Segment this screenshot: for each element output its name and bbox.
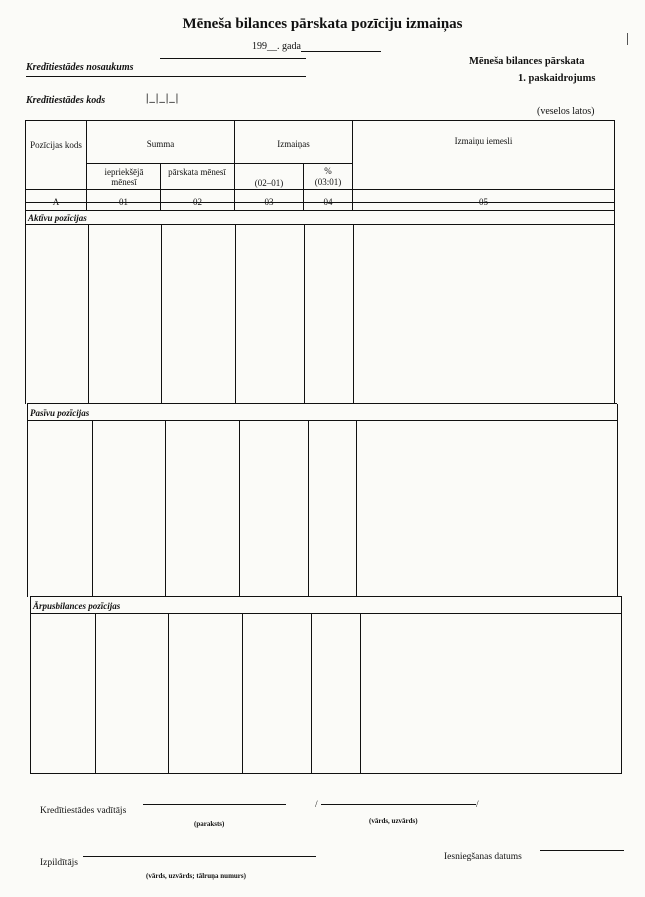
institution-name-field-line2[interactable] — [26, 76, 306, 77]
executor-field[interactable] — [83, 856, 316, 857]
signature-caption: (paraksts) — [194, 820, 225, 828]
head-signature-field[interactable] — [143, 804, 286, 805]
report-name: Mēneša bilances pārskata — [469, 56, 585, 67]
institution-code-boxes[interactable]: |_|_|_| — [146, 92, 180, 104]
section-assets: Aktīvu pozīcijas — [28, 213, 87, 223]
executor-label: Izpildītājs — [40, 858, 78, 868]
institution-name-label: Kredītiestādes nosaukums — [26, 62, 134, 73]
header-change-absolute: (02–01) — [254, 178, 284, 188]
name-caption: (vārds, uzvārds) — [369, 817, 418, 825]
head-name-field[interactable] — [321, 804, 476, 805]
attachment-number: 1. paskaidrojums — [518, 73, 596, 84]
index-cell-a: A — [52, 197, 60, 207]
head-label: Kredītiestādes vadītājs — [40, 806, 127, 816]
index-cell-02: 02 — [193, 197, 202, 207]
year-prefix: 199__. gada — [252, 41, 301, 52]
header-position-code: Pozīcijas kods — [30, 140, 82, 150]
index-cell-03: 03 — [264, 197, 274, 207]
submission-date-field[interactable] — [540, 850, 624, 851]
header-change: Izmaiņas — [277, 139, 310, 149]
report-year-line — [252, 41, 381, 52]
header-sum-previous: iepriekšējā mēnesī — [104, 167, 144, 187]
name-slash-close: / — [476, 800, 479, 810]
units-note: (veselos latos) — [537, 106, 595, 117]
header-sum-current: pārskata mēnesī — [168, 167, 226, 177]
executor-caption: (vārds, uzvārds; tālruņa numurs) — [146, 872, 246, 880]
institution-name-field[interactable] — [160, 58, 306, 59]
page-title: Mēneša bilances pārskata pozīciju izmaiņas — [182, 16, 463, 32]
header-change-percent-sign: % — [324, 166, 332, 176]
index-cell-01: 01 — [119, 197, 128, 207]
section-liabilities: Pasīvu pozīcijas — [30, 408, 90, 418]
month-blank[interactable] — [301, 42, 381, 52]
header-change-percent: (03:01) — [314, 177, 342, 187]
name-slash-open: / — [315, 800, 318, 810]
index-cell-04: 04 — [323, 197, 333, 207]
header-change-reasons: Izmaiņu iemesli — [454, 136, 513, 146]
submission-date-label: Iesniegšanas datums — [444, 852, 522, 862]
header-sum: Summa — [146, 139, 175, 149]
margin-mark — [627, 33, 628, 45]
institution-code-label: Kredītiestādes kods — [26, 95, 106, 106]
section-off-balance: Ārpusbilances pozīcijas — [33, 601, 121, 611]
index-cell-05: 05 — [479, 197, 488, 207]
